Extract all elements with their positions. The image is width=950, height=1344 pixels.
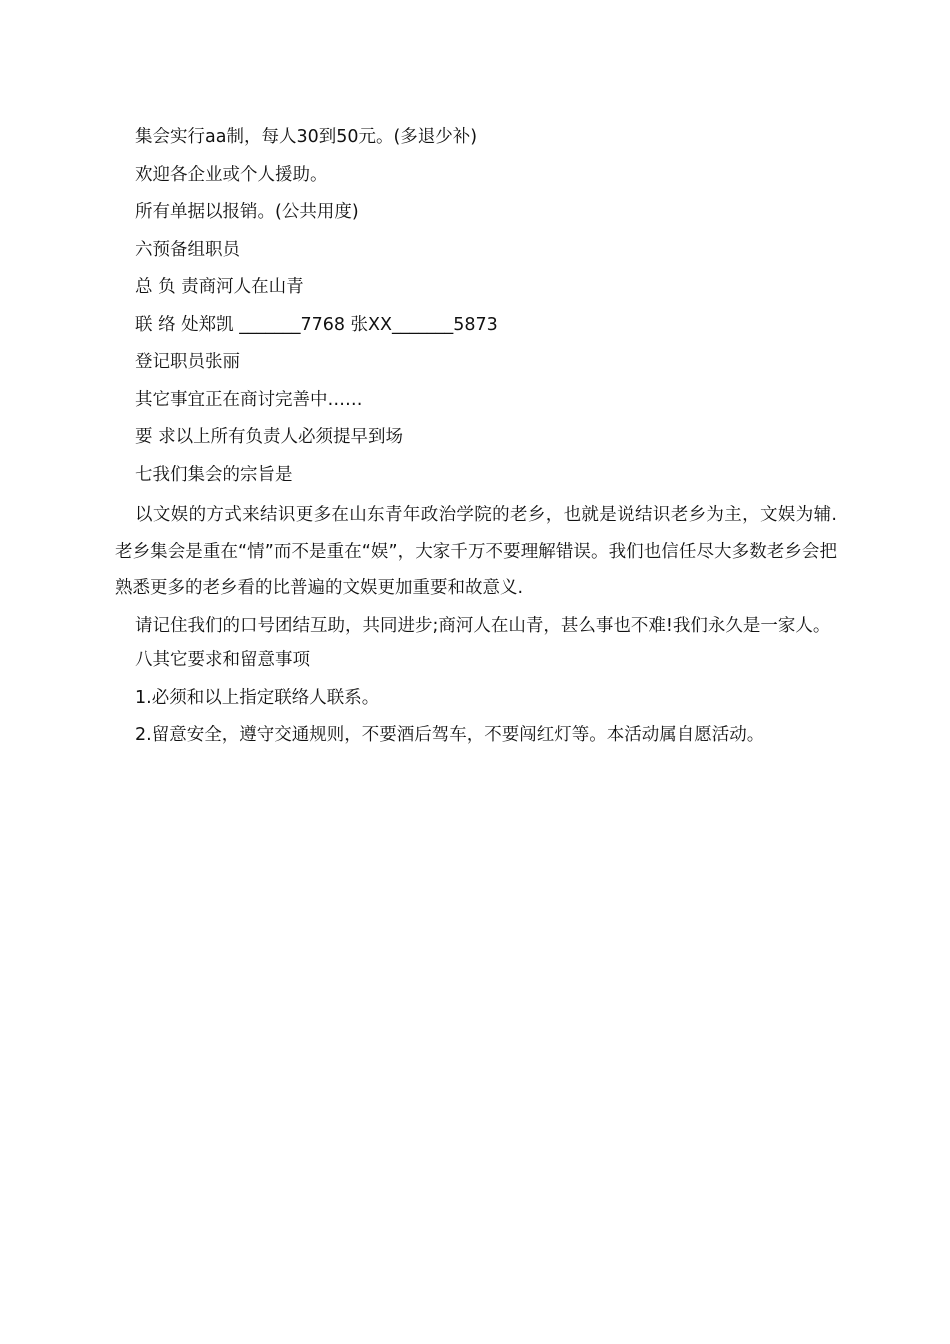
general-manager-line: 总 负 责商河人在山青 (135, 277, 304, 297)
purpose-paragraph: 以文娱的方式来结识更多在山东青年政治学院的老乡，也就是说结识老乡为主，文娱为辅.老乡集会是重在“情”而不是重在“娱”，大家千万不要理解错误。我们也信任尽大多数老乡会把熟悉更多的老乡看的比普遍的文娱更加重要和故意义. (115, 505, 837, 598)
other-matters-line: 其它事宜正在商讨完善中…… (135, 389, 363, 410)
section-seven-heading: 七我们集会的宗旨是 (135, 464, 293, 485)
requirement-item: 1.必须和以上指定联络人联系。 (135, 687, 380, 708)
registration-line: 登记职员张丽 (135, 352, 240, 372)
section-eight-heading: 八其它要求和留意事项 (135, 650, 310, 670)
arrival-requirement-line: 要 求以上所有负责人必须提早到场 (135, 427, 404, 447)
fee-line: 集会实行aa制，每人30到50元。(多退少补) (135, 127, 478, 147)
document-body (115, 122, 837, 758)
section-six-heading: 六预备组职员 (135, 239, 240, 260)
contact-line: 联 络 处郑凯 _______7768 张XX_______5873 (135, 314, 498, 335)
requirement-item: 2.留意安全，遵守交通规则，不要酒后驾车，不要闯红灯等。本活动属自愿活动。 (135, 725, 765, 745)
slogan-paragraph: 请记住我们的口号团结互助，共同进步;商河人在山青，甚么事也不难!我们永久是一家人。 (135, 615, 831, 636)
sponsorship-line: 欢迎各企业或个人援助。 (135, 164, 328, 185)
receipts-line: 所有单据以报销。(公共用度) (135, 202, 359, 222)
